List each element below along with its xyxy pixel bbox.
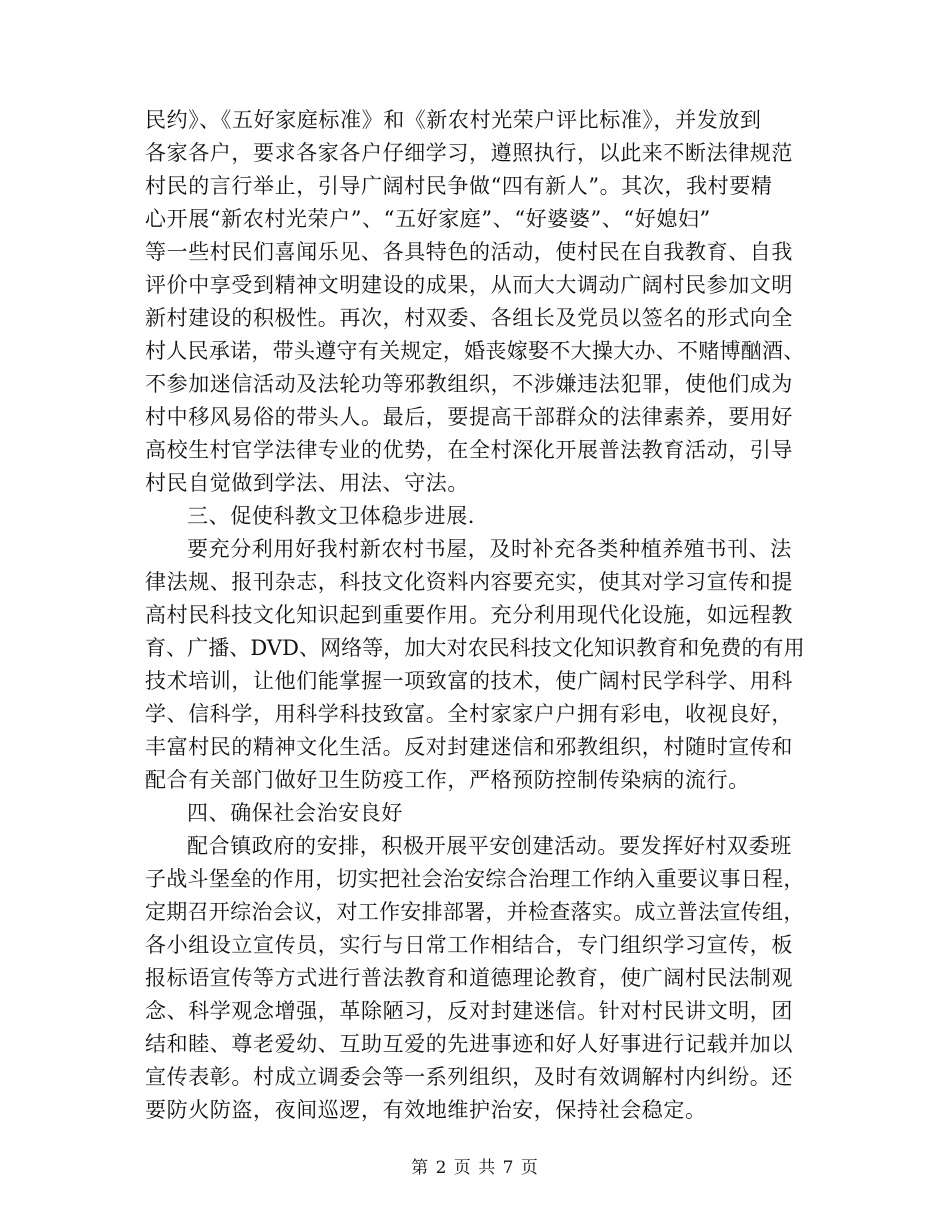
text-line: 学、信科学，用科学科技致富。全村家家户户拥有彩电，收视良好， xyxy=(145,702,793,726)
text-line: 配合镇政府的安排，积极开展平安创建活动。要发挥好村双委班 xyxy=(187,834,792,858)
text-line: 村民的言行举止，引导广阔村民争做“四有新人”。其次，我村要精 xyxy=(145,174,773,198)
text-line: 丰富村民的精神文化生活。反对封建迷信和邪教组织，村随时宣传和 xyxy=(145,735,793,759)
text-line: 村中移风易俗的带头人。最后，要提高干部群众的法律素养，要用好 xyxy=(145,405,793,429)
text-line: 民约》、《五好家庭标准》和《新农村光荣户评比标准》，并发放到 xyxy=(145,108,762,132)
text-line: 各家各户，要求各家各户仔细学习，遵照执行，以此来不断法律规范 xyxy=(145,141,793,165)
text-line: 高校生村官学法律专业的优势，在全村深化开展普法教育活动，引导 xyxy=(145,438,793,462)
document-body xyxy=(145,104,805,1127)
text-line: 评价中享受到精神文明建设的成果，从而大大调动广阔村民参加文明 xyxy=(145,273,793,297)
text-line: 结和睦、尊老爱幼、互助互爱的先进事迹和好人好事进行记载并加以 xyxy=(145,1032,793,1056)
text-line: 不参加迷信活动及法轮功等邪教组织，不涉嫌违法犯罪，使他们成为 xyxy=(145,372,793,396)
text-line: 配合有关部门做好卫生防疫工作，严格预防控制传染病的流行。 xyxy=(145,768,750,792)
text-line: 念、科学观念增强，革除陋习，反对封建迷信。针对村民讲文明，团 xyxy=(145,999,793,1023)
text-line: 定期召开综治会议，对工作安排部署，并检查落实。成立普法宣传组， xyxy=(145,900,805,924)
text-line: 各小组设立宣传员，实行与日常工作相结合，专门组织学习宣传，板 xyxy=(145,933,793,957)
text-line: 技术培训，让他们能掌握一项致富的技术，使广阔村民学科学、用科 xyxy=(145,669,793,693)
section-heading: 三、促使科教文卫体稳步进展. xyxy=(187,504,476,528)
text-line: 子战斗堡垒的作用，切实把社会治安综合治理工作纳入重要议事日程， xyxy=(145,867,805,891)
section-heading: 四、确保社会治安良好 xyxy=(187,801,403,825)
page-footer: 第 2 页 共 7 页 xyxy=(411,1158,539,1178)
text-line: 村人民承诺，带头遵守有关规定，婚丧嫁娶不大操大办、不赌博酗酒、 xyxy=(145,339,805,363)
text-line: 新村建设的积极性。再次，村双委、各组长及党员以签名的形式向全 xyxy=(145,306,793,330)
text-line: 宣传表彰。村成立调委会等一系列组织，及时有效调解村内纠纷。还 xyxy=(145,1065,793,1089)
text-line: 报标语宣传等方式进行普法教育和道德理论教育，使广阔村民法制观 xyxy=(145,966,793,990)
text-line: 高村民科技文化知识起到重要作用。充分利用现代化设施，如远程教 xyxy=(145,603,793,627)
text-line: 要充分利用好我村新农村书屋，及时补充各类种植养殖书刊、法 xyxy=(187,537,792,561)
text-line: 等一些村民们喜闻乐见、各具特色的活动，使村民在自我教育、自我 xyxy=(145,240,793,264)
text-line: 要防火防盗，夜间巡逻，有效地维护治安，保持社会稳定。 xyxy=(145,1098,707,1122)
text-line: 心开展“新农村光荣户”、“五好家庭”、“好婆婆”、“好媳妇” xyxy=(145,207,711,231)
text-line: 村民自觉做到学法、用法、守法。 xyxy=(145,471,469,495)
text-line: 律法规、报刊杂志，科技文化资料内容要充实，使其对学习宣传和提 xyxy=(145,570,793,594)
text-line: 育、广播、DVD、网络等，加大对农民科技文化知识教育和免费的有用 xyxy=(145,636,805,660)
